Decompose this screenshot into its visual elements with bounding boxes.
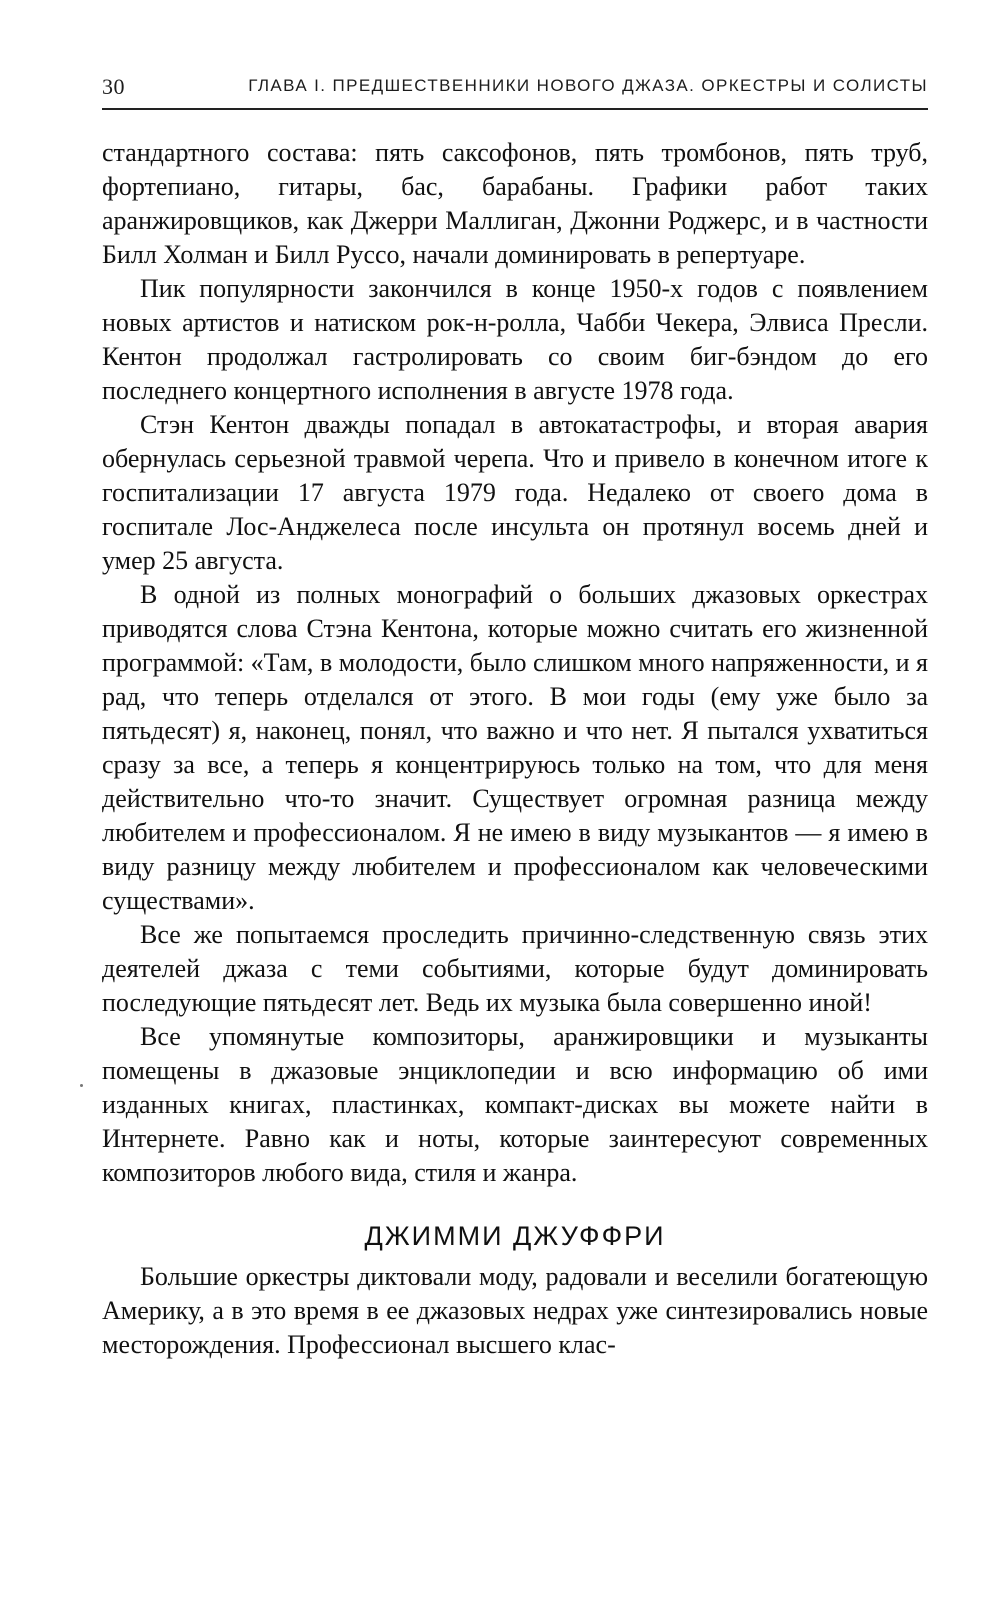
paragraph: Стэн Кентон дважды попадал в автокатастрофы, и вторая авария обернулась серьезной травмой черепа. Что и привело в конечном итоге к госпитализации 17 августа 1979 года. Недалеко от своего дома в госпитале Лос-Анджелеса после инсульта он протянул восемь дней и умер 25 августа. (102, 410, 928, 575)
paragraph: Все упомянутые композиторы, аранжировщики и музыканты помещены в джазовые энциклопедии и всю информацию об ими изданных книгах, пластинках, компакт-дисках вы можете найти в Интернете. Равно как и ноты, которые заинтересуют современных композиторов любого вида, стиля и жанра. (102, 1022, 928, 1187)
paragraph: Пик популярности закончился в конце 1950-х годов с появлением новых артистов и натиском рок-н-ролла, Чабби Чекера, Элвиса Пресли. Кентон продолжал гастролировать со своим биг-бэндом до его последнего концертного исполнения в августе 1978 года. (102, 274, 928, 405)
running-title: ГЛАВА I. ПРЕДШЕСТВЕННИКИ НОВОГО ДЖАЗА. ОРКЕСТРЫ И СОЛИСТЫ (248, 76, 928, 95)
scan-speck (80, 1084, 83, 1087)
paragraph: В одной из полных монографий о больших джазовых оркестрах приводятся слова Стэна Кентона, которые можно считать его жизненной программой: «Там, в молодости, было слишком много напряженности, и я рад, что теперь отделался от этого. В мои годы (ему уже было за пятьдесят) я, наконец, понял, что важно и что нет. Я пытался ухватиться сразу за все, а теперь я концентрируюсь только на том, что для меня действительно что-то значит. Существует огромная разница между любителем и профессионалом. Я не имею в виду музыкантов — я имею в виду разницу между любителем и профессионалом как человеческими существами». (102, 580, 928, 915)
page-header (102, 74, 928, 110)
page-number: 30 (102, 74, 125, 99)
paragraph: Все же попытаемся проследить причинно-следственную связь этих деятелей джаза с теми событиями, которые будут доминировать последующие пятьдесят лет. Ведь их музыка была совершенно иной! (102, 920, 928, 1017)
paragraph: стандартного состава: пять саксофонов, пять тромбонов, пять труб, фортепиано, гитары, бас, барабаны. Графики работ таких аранжировщиков, как Джерри Маллиган, Джонни Роджерс, и в частности Билл Холман и Билл Руссо, начали доминировать в репертуаре. (102, 138, 928, 269)
section-heading: ДЖИММИ ДЖУФФРИ (364, 1221, 666, 1251)
body-text (102, 136, 928, 1362)
paragraph: Большие оркестры диктовали моду, радовали и веселили богатеющую Америку, а в это время в ее джазовых недрах уже синтезировались новые месторождения. Профессионал высшего клас- (102, 1262, 928, 1359)
